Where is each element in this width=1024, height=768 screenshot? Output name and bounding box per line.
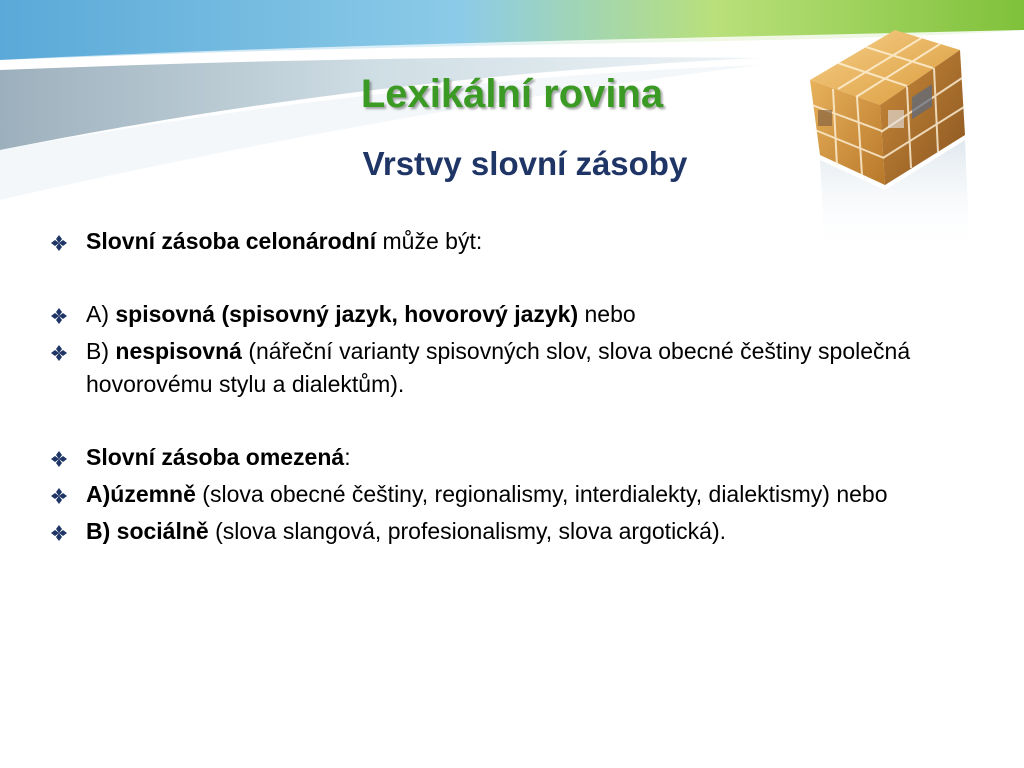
- item-prefix: B): [86, 338, 116, 364]
- photo-cube-icon: [800, 10, 990, 260]
- diamond-bullet-icon: [50, 487, 68, 505]
- item-bold: B) sociálně: [86, 518, 209, 544]
- list-item: [50, 515, 920, 548]
- diamond-bullet-icon: [50, 450, 68, 468]
- diamond-bullet-icon: [50, 524, 68, 542]
- item-text: (slova slangová, profesionalismy, slova argotická).: [208, 518, 727, 544]
- item-bold: spisovná (spisovný jazyk, hovorový jazyk): [115, 301, 579, 327]
- list-item: [50, 298, 920, 331]
- slide-title: Lexikální rovina: [360, 72, 664, 116]
- bullet-list: [50, 225, 920, 548]
- item-prefix: A): [86, 301, 116, 327]
- slide-subtitle: Vrstvy slovní zásoby: [362, 145, 688, 182]
- item-bold: nespisovná: [115, 338, 242, 364]
- item-bold: Slovní zásoba omezená: [86, 444, 345, 470]
- item-bold: A)územně: [86, 481, 196, 507]
- item-text: (nářeční varianty spisovných slov, slova obecné češtiny společná hovorovému stylu a dialektům).: [86, 338, 911, 397]
- diamond-bullet-icon: [50, 307, 68, 325]
- item-text: (slova obecné češtiny, regionalismy, interdialekty, dialektismy) nebo: [195, 481, 888, 507]
- item-text: může být:: [376, 228, 483, 254]
- list-item: [50, 441, 920, 474]
- diamond-bullet-icon: [50, 234, 68, 252]
- diamond-bullet-icon: [50, 344, 68, 362]
- list-item: [50, 478, 920, 511]
- item-text: nebo: [578, 301, 636, 327]
- list-item: [50, 225, 920, 258]
- item-bold: Slovní zásoba celonárodní: [86, 228, 377, 254]
- list-item: [50, 335, 920, 401]
- item-text: :: [344, 444, 351, 470]
